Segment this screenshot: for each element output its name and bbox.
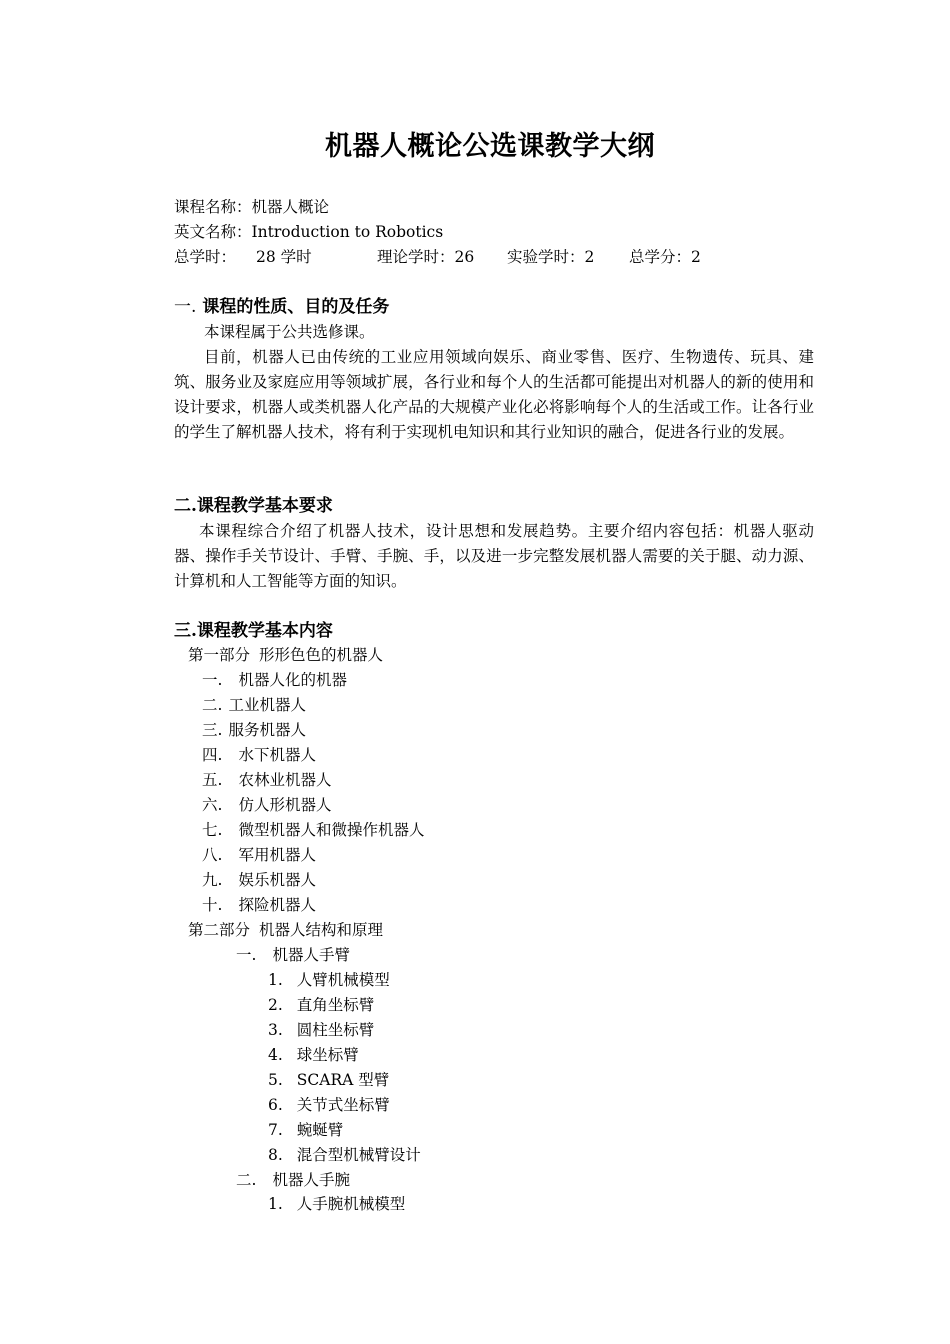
list-item [202,743,316,768]
list-item-text: 探险机器人 [238,896,316,914]
course-name-line [174,195,329,220]
credits-line [629,245,701,270]
theory-hours-label: 理论学时： [377,248,455,266]
list-item-number: 八. [202,846,223,864]
list-item-number: 7. [268,1121,283,1139]
course-name-value: 机器人概论 [251,198,330,216]
part2-label: 第二部分 [188,921,251,939]
part1-label: 第一部分 [188,646,251,664]
list-item-text: SCARA 型臂 [296,1071,390,1089]
list-item [202,718,306,743]
list-item-number: 四. [202,746,223,764]
list-item-number: 8. [268,1146,283,1164]
list-item-number: 1. [268,1195,283,1213]
section2-title: 课程教学基本要求 [196,496,333,516]
lab-hours-line [507,245,594,270]
list-item [268,1192,405,1217]
list-item-text: 工业机器人 [228,696,306,714]
list-item-text: 仿人形机器人 [238,796,332,814]
list-item-text: 人臂机械模型 [296,971,390,989]
list-item [268,1043,359,1068]
part1-heading [188,643,383,668]
list-item [268,968,390,993]
list-item-number: 4. [268,1046,283,1064]
section2-number: 二. [174,496,197,516]
list-item [202,793,331,818]
list-item [202,868,316,893]
list-item-number: 3. [268,1021,283,1039]
english-name-line [174,220,443,245]
section1-number: 一. [174,297,197,317]
section1-heading [174,294,389,320]
theory-hours-value: 26 [454,248,475,266]
list-item-text: 机器人化的机器 [238,671,347,689]
list-item-text: 关节式坐标臂 [296,1096,390,1114]
list-item [268,1143,421,1168]
list-item-text: 水下机器人 [238,746,316,764]
part2-heading [188,918,383,943]
list-item [202,668,347,693]
list-item [202,768,331,793]
list-item [268,1118,343,1143]
chapter2-title: 机器人手腕 [272,1171,350,1189]
list-item-text: 军用机器人 [238,846,316,864]
chapter2-heading [236,1168,350,1193]
credits-label: 总学分： [629,248,692,266]
list-item-text: 农林业机器人 [238,771,332,789]
course-name-label: 课程名称： [174,198,252,216]
list-item-number: 6. [268,1096,283,1114]
list-item-text: 球坐标臂 [296,1046,359,1064]
list-item-number: 一. [202,671,223,689]
list-item-number: 十. [202,896,223,914]
list-item-number: 5. [268,1071,283,1089]
section1-paragraph-2: 目前，机器人已由传统的工业应用领域向娱乐、商业零售、医疗、生物遗传、玩具、建筑、服务业及家庭应用等领域扩展，各行业和每个人的生活都可能提出对机器人的新的使用和设计要求，机器人或类机器人化产品的大规模产业化必将影响每个人的生活或工作。让各行业的学生了解机器人技术，将有利于实现机电知识和其行业知识的融合，促进各行业的发展。 [174,348,814,441]
section1-title: 课程的性质、目的及任务 [202,297,390,317]
list-item-text: 人手腕机械模型 [296,1195,406,1213]
english-name-label: 英文名称： [174,223,252,241]
section3-heading [174,618,333,644]
list-item-number: 五. [202,771,223,789]
section3-number: 三. [174,621,197,641]
list-item-text: 娱乐机器人 [238,871,316,889]
list-item-text: 微型机器人和微操作机器人 [238,821,425,839]
section3-title: 课程教学基本内容 [196,621,333,641]
list-item [202,893,316,918]
part2-title: 机器人结构和原理 [259,921,384,939]
list-item [202,693,306,718]
section2-heading [174,493,333,519]
document-title: 机器人概论公选课教学大纲 [325,131,655,162]
list-item-number: 六. [202,796,223,814]
list-item-number: 七. [202,821,223,839]
list-item-text: 混合型机械臂设计 [296,1146,421,1164]
chapter1-heading [236,943,350,968]
english-name-value: Introduction to Robotics [251,223,444,241]
list-item-number: 二. [202,696,223,714]
part1-title: 形形色色的机器人 [259,646,384,664]
list-item-number: 九. [202,871,223,889]
list-item [268,1018,374,1043]
lab-hours-value: 2 [584,248,595,266]
list-item [202,843,316,868]
credits-value: 2 [691,248,701,266]
total-hours-value: 28 学时 [256,248,312,266]
list-item-number: 1. [268,971,283,989]
list-item [202,818,424,843]
lab-hours-label: 实验学时： [507,248,585,266]
theory-hours-line [377,245,474,270]
list-item-text: 直角坐标臂 [296,996,375,1014]
list-item-number: 三. [202,721,223,739]
list-item-text: 蜿蜒臂 [296,1121,344,1139]
list-item-number: 2. [268,996,283,1014]
list-item-text: 圆柱坐标臂 [296,1021,375,1039]
section1-paragraph-1: 本课程属于公共选修课。 [204,323,375,341]
list-item [268,1068,389,1093]
chapter1-title: 机器人手臂 [272,946,350,964]
list-item [268,1093,390,1118]
section2-paragraph: 本课程综合介绍了机器人技术，设计思想和发展趋势。主要介绍内容包括：机器人驱动器、操作手关节设计、手臂、手腕、手，以及进一步完整发展机器人需要的关于腿、动力源、计算机和人工智能等方面的知识。 [174,522,814,590]
list-item-text: 服务机器人 [228,721,306,739]
total-hours-label: 总学时： [174,248,237,266]
chapter1-number: 一. [236,946,257,964]
list-item [268,993,374,1018]
chapter2-number: 二. [236,1171,257,1189]
